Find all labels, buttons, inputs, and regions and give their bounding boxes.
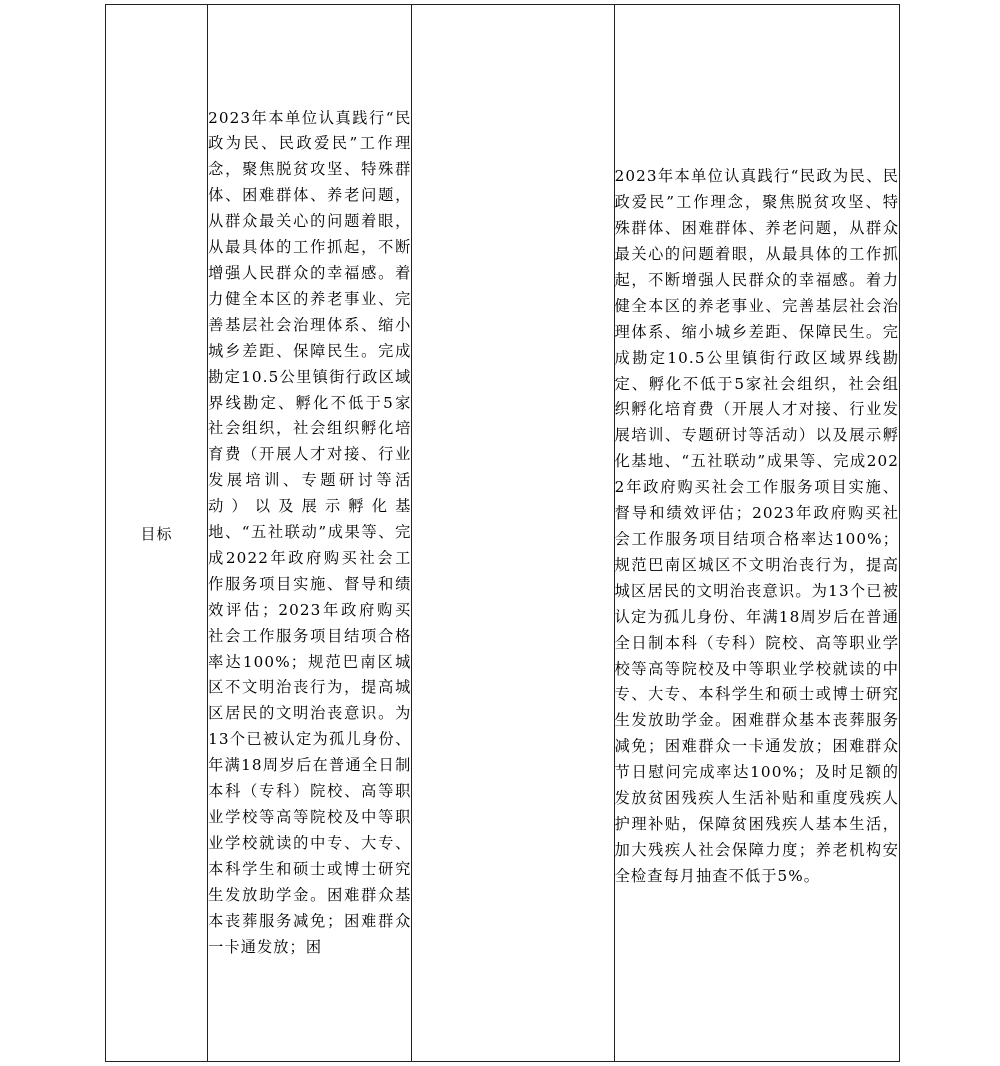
goal-text-3: 2023年本单位认真践行“民政为民、民政爱民”工作理念，聚焦脱贫攻坚、特殊群体、困难群体、养老问题，从群众最关心的问题着眼，从最具体的工作抓起，不断增强人民群众的幸福感。着力健全本区的养老事业、完善基层社会治理体系、缩小城乡差距、保障民生。完成勘定10.5公里镇街行政区域界线勘定、孵化不低于5家社会组织，社会组织孵化培育费（开展人才对接、行业发展培训、专题研讨等活动）以及展示孵化基地、“五社联动”成果等、完成2022年政府购买社会工作服务项目实施、督导和绩效评估；2023年政府购买社会工作服务项目结项合格率达100%；规范巴南区城区不文明治丧行为，提高城区居民的文明治丧意识。为13个已被认定为孤儿身份、年满18周岁后在普通全日制本科（专科）院校、高等职业学校等高等院校及中等职业学校就读的中专、大专、本科学生和硕士或博士研究生发放助学金。困难群众基本丧葬服务减免；困难群众一卡通发放；困难群众节日慰问完成率达100%；及时足额的发放贫困残疾人生活补贴和重度残疾人护理补贴，保障贫困残疾人基本生活，加大残疾人社会保障力度；养老机构安全检查每月抽查不低于5%。 bbox=[614, 167, 899, 885]
goals-table bbox=[105, 4, 900, 1062]
goal-text-cell-1 bbox=[208, 5, 412, 1062]
empty-cell bbox=[412, 5, 614, 1062]
goals-row bbox=[106, 5, 900, 1062]
row-label: 目标 bbox=[140, 524, 173, 543]
goal-text-cell-3 bbox=[614, 5, 899, 1062]
row-label-cell bbox=[106, 5, 208, 1062]
goal-text-1: 2023年本单位认真践行“民政为民、民政爱民”工作理念，聚焦脱贫攻坚、特殊群体、困难群体、养老问题，从群众最关心的问题着眼，从最具体的工作抓起，不断增强人民群众的幸福感。着力健全本区的养老事业、完善基层社会治理体系、缩小城乡差距、保障民生。完成勘定10.5公里镇街行政区域界线勘定、孵化不低于5家社会组织，社会组织孵化培育费（开展人才对接、行业发展培训、专题研讨等活动）以及展示孵化基地、“五社联动”成果等、完成2022年政府购买社会工作服务项目实施、督导和绩效评估；2023年政府购买社会工作服务项目结项合格率达100%；规范巴南区城区不文明治丧行为，提高城区居民的文明治丧意识。为13个已被认定为孤儿身份、年满18周岁后在普通全日制本科（专科）院校、高等职业学校等高等院校及中等职业学校就读的中专、大专、本科学生和硕士或博士研究生发放助学金。困难群众基本丧葬服务减免；困难群众一卡通发放；困 bbox=[208, 108, 412, 956]
